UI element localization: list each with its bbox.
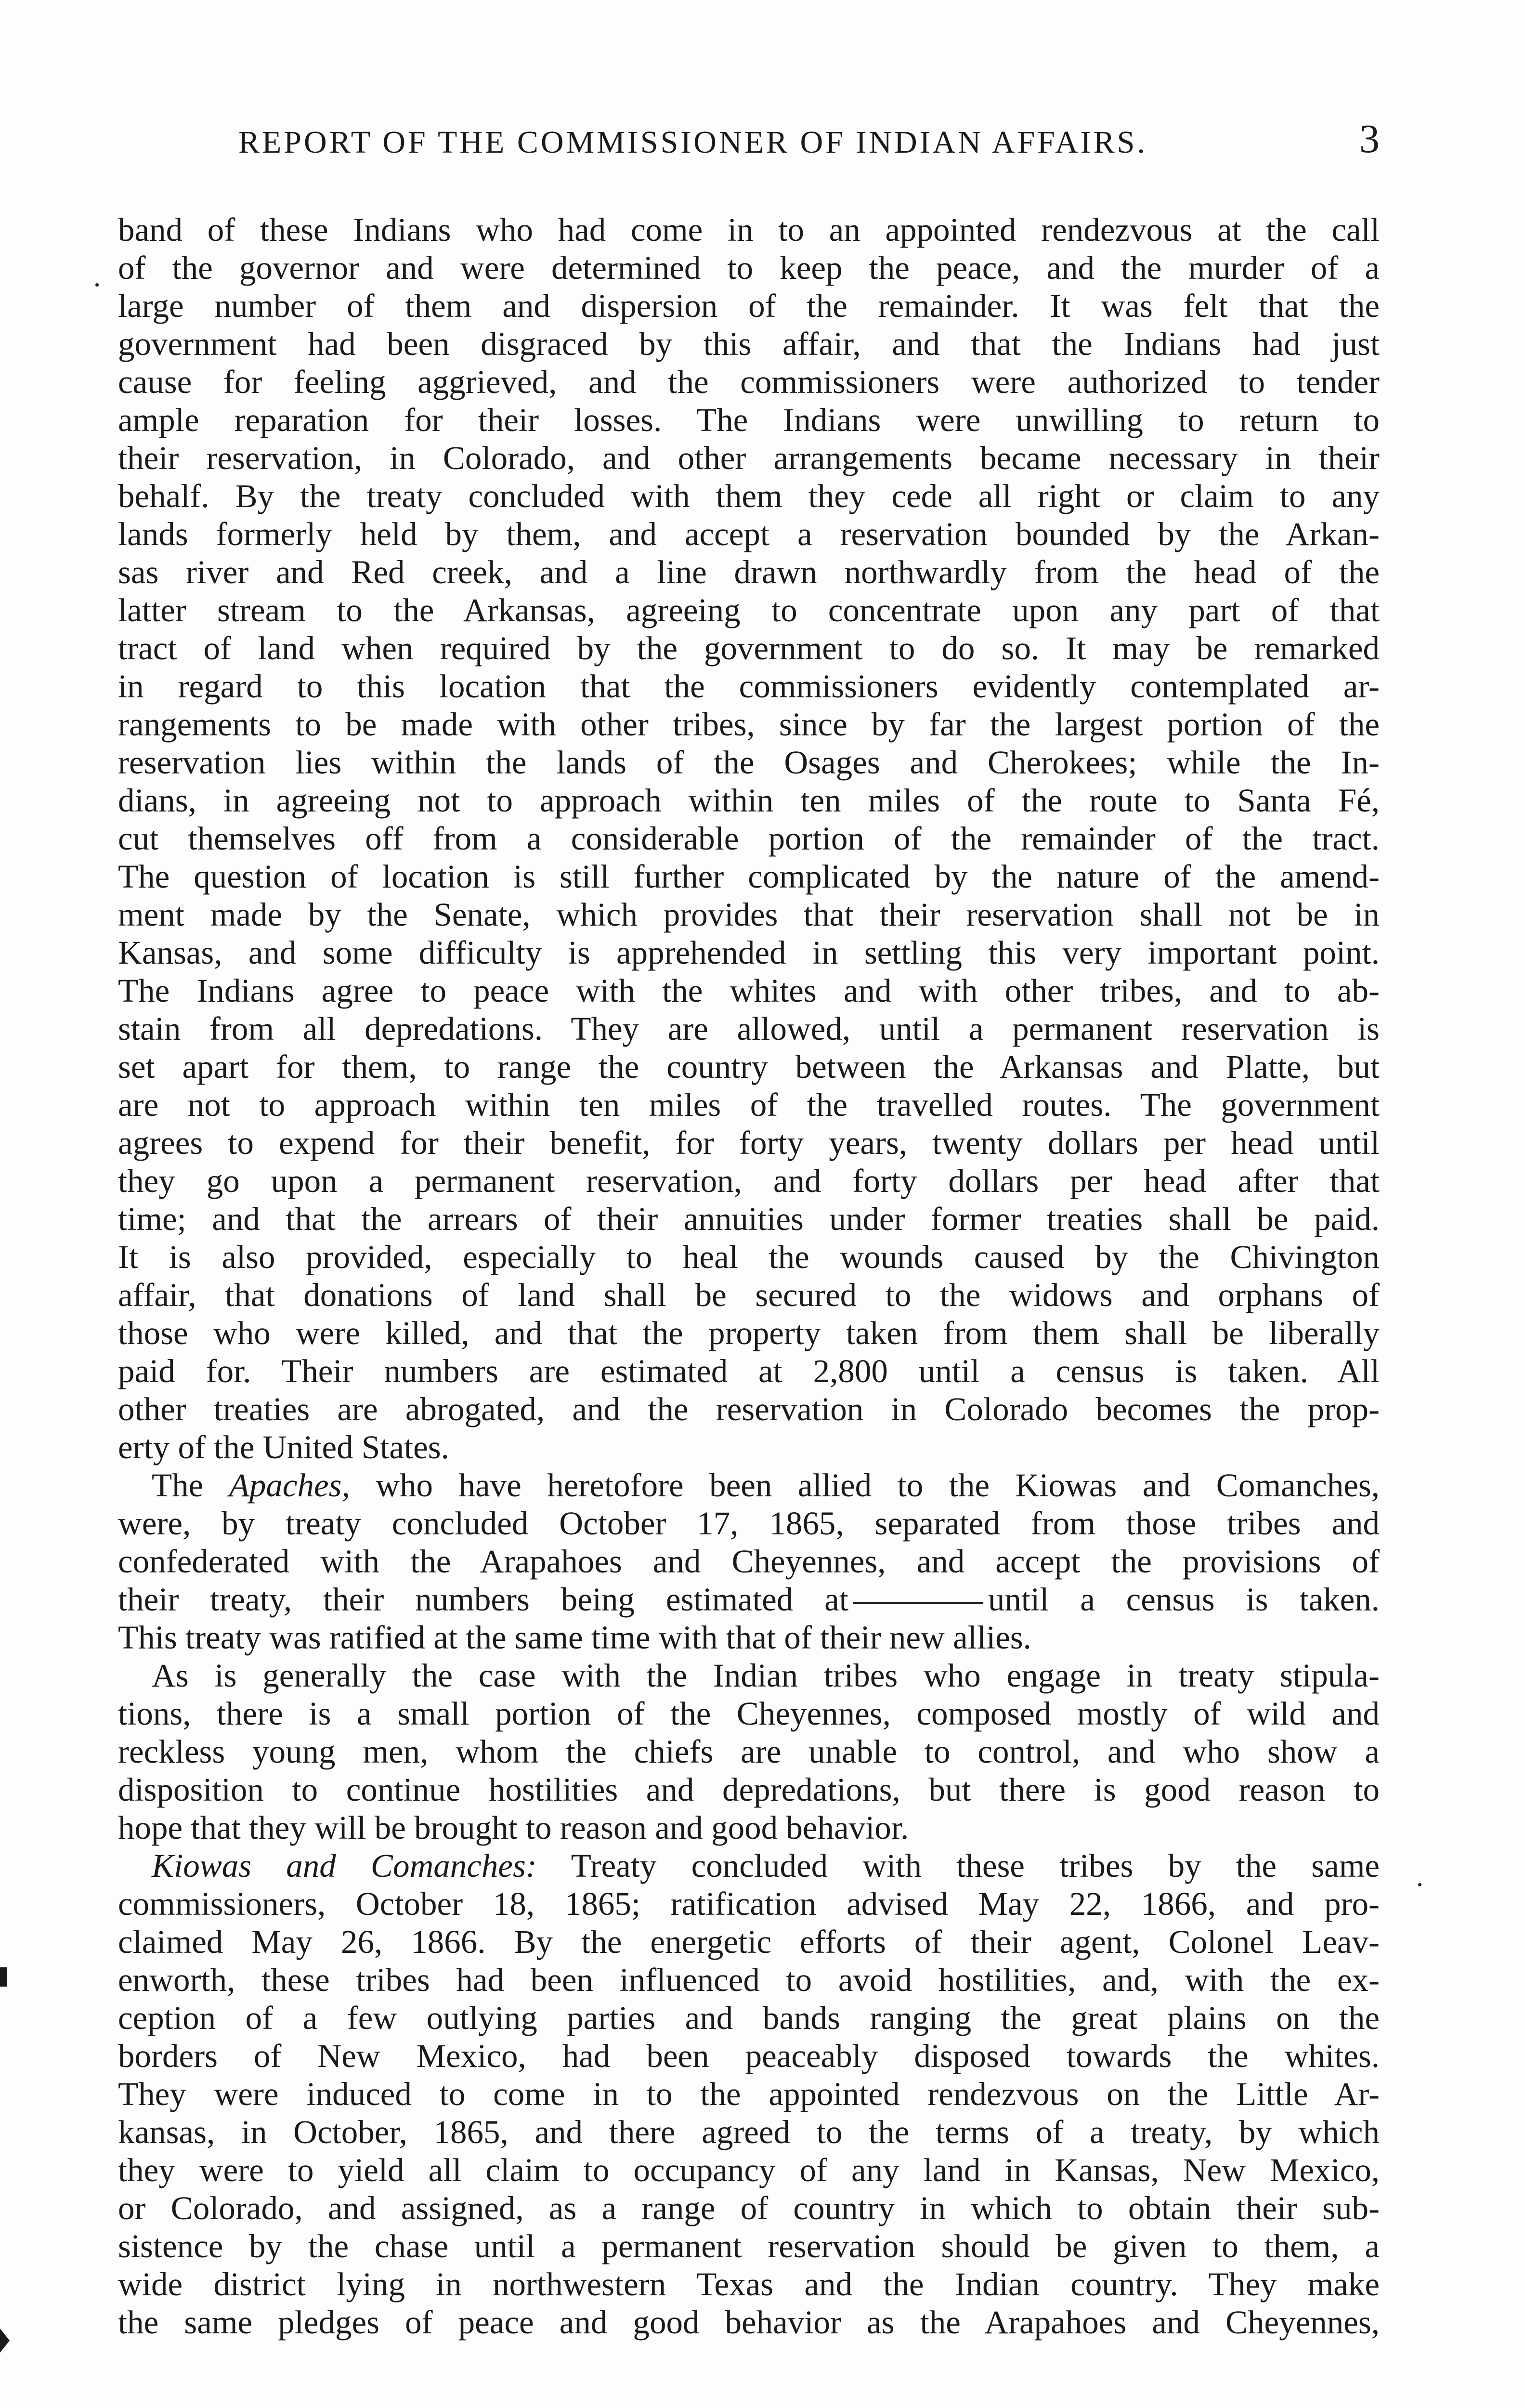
- tribe-name-italic: Apaches,: [229, 1467, 350, 1504]
- text-run: The: [152, 1467, 229, 1504]
- text-line: disposition to continue hostilities and depredations, but there is good reason to: [118, 1771, 1380, 1808]
- running-title: REPORT OF THE COMMISSIONER OF INDIAN AFFAIRS.: [238, 125, 1147, 160]
- text-line: agrees to expend for their benefit, for forty years, twenty dollars per head until: [118, 1125, 1380, 1161]
- paragraph-arapahoes-cheyennes: [118, 211, 1380, 1466]
- text-line: claimed May 26, 1866. By the energetic efforts of their agent, Colonel Leav-: [118, 1924, 1380, 1960]
- text-line: sistence by the chase until a permanent reservation should be given to them, a: [118, 2228, 1380, 2264]
- text-line: time; and that the arrears of their annuities under former treaties shall be paid.: [118, 1201, 1380, 1237]
- text-line: It is also provided, especially to heal the wounds caused by the Chivington: [118, 1239, 1380, 1275]
- text-line: erty of the United States.: [118, 1429, 449, 1466]
- page-number: 3: [1359, 117, 1380, 161]
- text-line: commissioners, October 18, 1865; ratification advised May 22, 1866, and pro-: [118, 1885, 1380, 1922]
- text-line: paid for. Their numbers are estimated at 2,800 until a census is taken. All: [118, 1353, 1380, 1389]
- text-line: [118, 1466, 1380, 1505]
- text-line: set apart for them, to range the country between the Arkansas and Platte, but: [118, 1048, 1380, 1085]
- text-line: ception of a few outlying parties and bands ranging the great plains on the: [118, 2000, 1380, 2036]
- text-run: their treaty, their numbers being estimated at: [118, 1581, 848, 1618]
- running-head: [118, 116, 1380, 169]
- text-line: wide district lying in northwestern Texas and the Indian country. They make: [118, 2266, 1380, 2303]
- tribe-name-italic: Kiowas and Comanches:: [152, 1847, 537, 1884]
- text-line: reservation lies within the lands of the Osages and Cherokees; while the In-: [118, 744, 1380, 781]
- text-run: who have heretofore been allied to the Kiowas and Comanches,: [350, 1467, 1380, 1504]
- text-line: their reservation, in Colorado, and other arrangements became necessary in their: [118, 440, 1380, 476]
- text-line: in regard to this location that the commissioners evidently contemplated ar-: [118, 668, 1380, 705]
- text-line: rangements to be made with other tribes, since by far the largest portion of the: [118, 706, 1380, 743]
- text-line: borders of New Mexico, had been peaceably disposed towards the whites.: [118, 2038, 1380, 2074]
- margin-tick: [0, 1967, 7, 1987]
- text-line: are not to approach within ten miles of the travelled routes. The government: [118, 1086, 1380, 1123]
- text-line: ment made by the Senate, which provides that their reservation shall not be in: [118, 896, 1380, 933]
- text-line: reckless young men, whom the chiefs are unable to control, and who show a: [118, 1733, 1380, 1770]
- text-line: They were induced to come in to the appointed rendezvous on the Little Ar-: [118, 2076, 1380, 2112]
- text-line: [118, 1847, 1380, 1885]
- text-line: ample reparation for their losses. The Indians were unwilling to return to: [118, 402, 1380, 438]
- margin-arrow-mark: [0, 2329, 10, 2353]
- text-line: affair, that donations of land shall be secured to the widows and orphans of: [118, 1277, 1380, 1313]
- text-line: large number of them and dispersion of the remainder. It was felt that the: [118, 288, 1380, 324]
- paragraph-hostile-cheyennes: [118, 1657, 1380, 1847]
- text-line: lands formerly held by them, and accept a reservation bounded by the Arkan-: [118, 516, 1380, 552]
- text-run: Treaty concluded with these tribes by the same: [536, 1847, 1380, 1884]
- text-line: stain from all depredations. They are allowed, until a permanent reservation is: [118, 1010, 1380, 1047]
- text-line: latter stream to the Arkansas, agreeing to concentrate upon any part of that: [118, 592, 1380, 628]
- text-line: sas river and Red creek, and a line drawn northwardly from the head of the: [118, 554, 1380, 590]
- body-text: [118, 211, 1380, 2342]
- text-line: enworth, these tribes had been influenced to avoid hostilities, and, with the ex-: [118, 1962, 1380, 1998]
- text-line: Kansas, and some difficulty is apprehended in settling this very important point.: [118, 934, 1380, 971]
- text-line: kansas, in October, 1865, and there agreed to the terms of a treaty, by which: [118, 2114, 1380, 2150]
- text-line: tract of land when required by the government to do so. It may be remarked: [118, 630, 1380, 667]
- text-line: cut themselves off from a considerable portion of the remainder of the tract.: [118, 820, 1380, 857]
- margin-dot: [1418, 1883, 1421, 1886]
- text-line: confederated with the Arapahoes and Cheyennes, and accept the provisions of: [118, 1543, 1380, 1580]
- text-line: were, by treaty concluded October 17, 1865, separated from those tribes and: [118, 1505, 1380, 1542]
- text-line: cause for feeling aggrieved, and the commissioners were authorized to tender: [118, 364, 1380, 400]
- text-line: tions, there is a small portion of the Cheyennes, composed mostly of wild and: [118, 1695, 1380, 1732]
- text-line: those who were killed, and that the property taken from them shall be liberally: [118, 1315, 1380, 1351]
- text-line: dians, in agreeing not to approach within ten miles of the route to Santa Fé,: [118, 782, 1380, 819]
- text-line: government had been disgraced by this affair, and that the Indians had just: [118, 326, 1380, 362]
- text-line: they go upon a permanent reservation, and forty dollars per head after that: [118, 1163, 1380, 1199]
- text-line: hope that they will be brought to reason and good behavior.: [118, 1809, 909, 1846]
- text-line: of the governor and were determined to keep the peace, and the murder of a: [118, 249, 1380, 286]
- blank-dash: [853, 1602, 983, 1604]
- paragraph-apaches: [118, 1466, 1380, 1657]
- text-line: other treaties are abrogated, and the reservation in Colorado becomes the prop-: [118, 1391, 1380, 1427]
- text-line: they were to yield all claim to occupancy of any land in Kansas, New Mexico,: [118, 2152, 1380, 2188]
- margin-dot: [95, 283, 99, 287]
- text-line: band of these Indians who had come in to an appointed rendezvous at the call: [118, 211, 1380, 248]
- text-line: [118, 1581, 1380, 1619]
- text-line: or Colorado, and assigned, as a range of country in which to obtain their sub-: [118, 2190, 1380, 2226]
- text-line: the same pledges of peace and good behavior as the Arapahoes and Cheyennes,: [118, 2304, 1380, 2341]
- text-line: This treaty was ratified at the same time with that of their new allies.: [118, 1619, 1031, 1656]
- text-line: The Indians agree to peace with the whites and with other tribes, and to ab-: [118, 972, 1380, 1009]
- text-line: behalf. By the treaty concluded with them they cede all right or claim to any: [118, 478, 1380, 514]
- text-run: until a census is taken.: [988, 1581, 1380, 1618]
- text-line: The question of location is still further complicated by the nature of the amend-: [118, 858, 1380, 895]
- paragraph-kiowas-comanches: [118, 1847, 1380, 2342]
- text-line: As is generally the case with the Indian tribes who engage in treaty stipula-: [152, 1657, 1380, 1694]
